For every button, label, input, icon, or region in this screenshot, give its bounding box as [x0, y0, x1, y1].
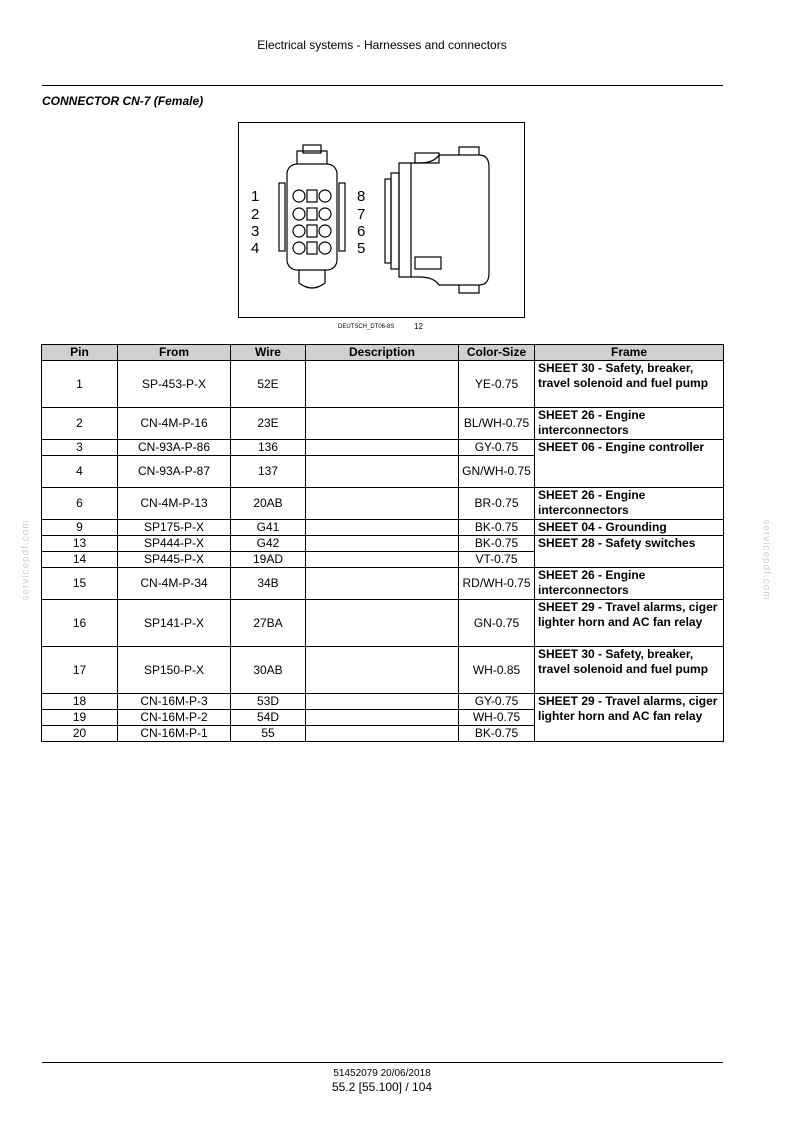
cell-from: CN-4M-P-16: [118, 408, 231, 440]
cell-wire: 34B: [231, 568, 306, 600]
cell-description: [306, 600, 459, 647]
table-row: [42, 520, 724, 536]
cell-description: [306, 568, 459, 600]
watermark-right: servicepdf.com: [760, 519, 772, 601]
cell-color-size: WH-0.75: [459, 710, 535, 726]
cell-description: [306, 694, 459, 710]
cell-description: [306, 440, 459, 456]
footer-page-number: 55.2 [55.100] / 104: [331, 1080, 433, 1094]
cell-from: SP445-P-X: [118, 552, 231, 568]
cell-from: SP-453-P-X: [118, 361, 231, 408]
cell-from: SP175-P-X: [118, 520, 231, 536]
cell-from: CN-93A-P-87: [118, 456, 231, 488]
cell-pin: 15: [42, 568, 118, 600]
cell-pin: 16: [42, 600, 118, 647]
col-header-from: From: [118, 345, 231, 361]
cell-description: [306, 361, 459, 408]
cell-description: [306, 488, 459, 520]
cell-pin: 18: [42, 694, 118, 710]
cell-wire: 137: [231, 456, 306, 488]
table-row: [42, 600, 724, 647]
pin-label-4: 4: [251, 240, 260, 257]
cell-wire: 53D: [231, 694, 306, 710]
pin-label-3: 3: [251, 223, 260, 240]
table-row: [42, 647, 724, 694]
table-header-row: [42, 345, 724, 361]
cell-frame: SHEET 26 - Engine interconnectors: [535, 488, 724, 520]
cell-description: [306, 552, 459, 568]
cell-from: SP141-P-X: [118, 600, 231, 647]
pin-cavities: [293, 190, 331, 254]
cell-from: CN-4M-P-34: [118, 568, 231, 600]
pin-label-2: 2: [251, 206, 260, 223]
cell-pin: 17: [42, 647, 118, 694]
cell-frame: SHEET 06 - Engine controller: [535, 440, 724, 488]
table-row: [42, 361, 724, 408]
connector-drawing: [239, 123, 524, 317]
cell-color-size: RD/WH-0.75: [459, 568, 535, 600]
cell-description: [306, 456, 459, 488]
figure-number: 12: [414, 322, 423, 331]
cell-description: [306, 520, 459, 536]
cell-wire: 136: [231, 440, 306, 456]
cell-color-size: BK-0.75: [459, 726, 535, 742]
col-header-description: Description: [306, 345, 459, 361]
col-header-pin: Pin: [42, 345, 118, 361]
cell-frame: SHEET 29 - Travel alarms, ciger lighter horn and AC fan relay: [535, 694, 724, 742]
cell-pin: 20: [42, 726, 118, 742]
table-row: [42, 488, 724, 520]
cell-frame: SHEET 04 - Grounding: [535, 520, 724, 536]
cell-pin: 3: [42, 440, 118, 456]
pin-label-8: 8: [357, 188, 366, 205]
cell-frame: SHEET 26 - Engine interconnectors: [535, 568, 724, 600]
table-row: [42, 440, 724, 456]
connector-front-right-rib: [339, 183, 345, 251]
cell-frame: SHEET 26 - Engine interconnectors: [535, 408, 724, 440]
cell-color-size: BK-0.75: [459, 520, 535, 536]
pin-label-1: 1: [251, 188, 260, 205]
figure-caption: DEUTSCH_DT06-8S: [338, 324, 395, 330]
cell-wire: 30AB: [231, 647, 306, 694]
cell-color-size: GY-0.75: [459, 440, 535, 456]
cell-description: [306, 726, 459, 742]
cell-color-size: BK-0.75: [459, 536, 535, 552]
pin-table: [41, 344, 724, 742]
cell-wire: 19AD: [231, 552, 306, 568]
cell-color-size: VT-0.75: [459, 552, 535, 568]
cell-from: CN-16M-P-3: [118, 694, 231, 710]
connector-figure: [238, 122, 525, 318]
cell-wire: 27BA: [231, 600, 306, 647]
cell-pin: 14: [42, 552, 118, 568]
footer-document-id: 51452079 20/06/2018: [333, 1068, 431, 1079]
cell-pin: 2: [42, 408, 118, 440]
cell-frame: SHEET 28 - Safety switches: [535, 536, 724, 568]
cell-from: SP150-P-X: [118, 647, 231, 694]
cell-from: CN-93A-P-86: [118, 440, 231, 456]
cell-description: [306, 536, 459, 552]
cell-wire: G41: [231, 520, 306, 536]
cell-wire: 54D: [231, 710, 306, 726]
cell-color-size: WH-0.85: [459, 647, 535, 694]
table-row: [42, 568, 724, 600]
cell-pin: 4: [42, 456, 118, 488]
footer-rule: [42, 1062, 723, 1063]
connector-bottom-key: [299, 270, 325, 288]
cell-pin: 19: [42, 710, 118, 726]
section-title: CONNECTOR CN-7 (Female): [42, 94, 204, 108]
cell-frame: SHEET 29 - Travel alarms, ciger lighter horn and AC fan relay: [535, 600, 724, 647]
cell-color-size: GN/WH-0.75: [459, 456, 535, 488]
cell-frame: SHEET 30 - Safety, breaker, travel solenoid and fuel pump: [535, 647, 724, 694]
col-header-wire: Wire: [231, 345, 306, 361]
cell-from: CN-16M-P-1: [118, 726, 231, 742]
connector-top-tab: [303, 145, 321, 153]
cell-color-size: YE-0.75: [459, 361, 535, 408]
cell-pin: 1: [42, 361, 118, 408]
watermark-left: servicepdf.com: [20, 519, 32, 601]
cell-description: [306, 408, 459, 440]
cell-from: SP444-P-X: [118, 536, 231, 552]
page-header-title: Electrical systems - Harnesses and connectors: [257, 38, 507, 52]
cell-from: CN-4M-P-13: [118, 488, 231, 520]
cell-from: CN-16M-P-2: [118, 710, 231, 726]
col-header-frame: Frame: [535, 345, 724, 361]
cell-color-size: BR-0.75: [459, 488, 535, 520]
cell-wire: 55: [231, 726, 306, 742]
cell-description: [306, 647, 459, 694]
cell-color-size: BL/WH-0.75: [459, 408, 535, 440]
table-row: [42, 694, 724, 710]
cell-color-size: GY-0.75: [459, 694, 535, 710]
cell-wire: 20AB: [231, 488, 306, 520]
cell-pin: 6: [42, 488, 118, 520]
col-header-color-size: Color-Size: [459, 345, 535, 361]
cell-pin: 13: [42, 536, 118, 552]
table-row: [42, 408, 724, 440]
cell-color-size: GN-0.75: [459, 600, 535, 647]
header-rule: [42, 85, 723, 86]
cell-wire: G42: [231, 536, 306, 552]
connector-side-view: [385, 147, 489, 293]
connector-front-left-rib: [279, 183, 285, 251]
pin-label-5: 5: [357, 240, 366, 257]
cell-description: [306, 710, 459, 726]
pin-label-6: 6: [357, 223, 366, 240]
cell-wire: 52E: [231, 361, 306, 408]
cell-frame: SHEET 30 - Safety, breaker, travel solenoid and fuel pump: [535, 361, 724, 408]
pin-label-7: 7: [357, 206, 366, 223]
cell-pin: 9: [42, 520, 118, 536]
cell-wire: 23E: [231, 408, 306, 440]
table-row: [42, 536, 724, 552]
